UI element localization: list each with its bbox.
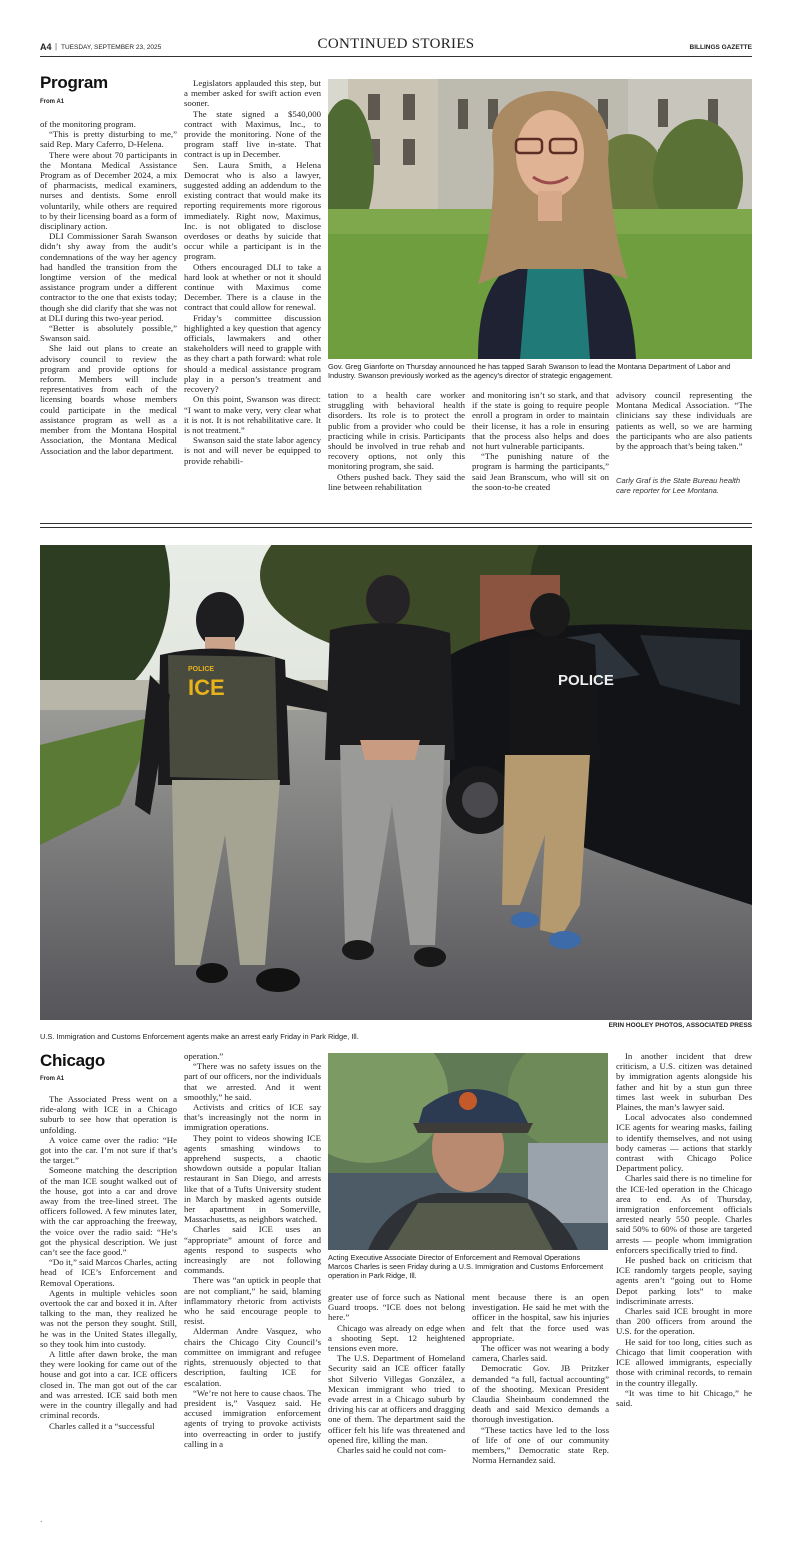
chicago-column-3 (328, 1292, 465, 1455)
paragraph: She laid out plans to create an advisory council to review the program and provide options for reform. Members will include representatives from each of the licensing boards whose members could participate in the medical assistance program as well as a member from the Montana Hospital Association, the Montana Medical Association and the labor department. (40, 343, 177, 456)
swanson-photo (328, 79, 752, 359)
program-column-5 (616, 390, 752, 451)
paragraph: Others encouraged DLI to take a hard look at whether or not it should continue with Maximus come December. There is a clause in the contract that could allow for renewal. (184, 261, 321, 313)
footer-mark: . (40, 1515, 43, 1524)
photo-credit-name: ERIN HOOLEY PHOTOS, (608, 1022, 685, 1029)
paragraph: The officer was not wearing a body camera, Charles said. (472, 1343, 609, 1364)
ice-arrest-photo (40, 545, 752, 1020)
program-column-2 (184, 78, 321, 466)
paragraph: of the monitoring program. (40, 119, 136, 129)
paragraph: Chicago was already on edge when a shooting Sept. 12 heightened tensions even more. (328, 1322, 465, 1354)
paragraph: “There was no safety issues on the part of our officers, nor the individuals that we arrested. And it went smoothly,” he said. (184, 1061, 321, 1102)
swanson-photo-caption: Gov. Greg Gianforte on Thursday announced he has tapped Sarah Swanson to lead the Montana Department of Labor and Industry. Swanson previously worked as the agency’s director of strategic engagement. (328, 362, 731, 381)
paragraph: A little after dawn broke, the man they were looking for came out of the house and got into a car. ICE officers closed in. The man got out of the car and was arrested. ICE said both men were in the country illegally and had criminal records. (40, 1349, 177, 1421)
paragraph: “It was time to hit Chicago,” he said. (616, 1387, 752, 1408)
program-jump-from: From A1 (40, 99, 65, 105)
header-date: TUESDAY, SEPTEMBER 23, 2025 (61, 44, 162, 51)
program-column-4 (472, 390, 609, 492)
paragraph: “Better is absolutely possible,” Swanson said. (40, 323, 177, 344)
paragraph: Democratic Gov. JB Pritzker demanded “a full, factual accounting” of the shooting. Mexican President Claudia Sheinbaum condemned the death and said Mexico demands a thorough investigation. (472, 1363, 609, 1425)
header-rule (40, 56, 752, 57)
paragraph: Sen. Laura Smith, a Helena Democrat who is also a lawyer, suggested adding an addendum to the existing contract that would make its reporting requirements more rigorous immediately. Right now, Maximus, Inc. is not obligated to disclose overdoses or deaths by suicide that occur while a participant is in the program. (184, 159, 321, 262)
paragraph: Someone matching the description of the man ICE sought walked out of the house, got into a car and drove away from the tree-lined street. The officers followed. A few minutes later, with the car approaching the freeway, the voice over the radio said: “He’s got the physical description. We just can’t see the face good.” (40, 1165, 177, 1258)
chicago-column-5 (616, 1051, 752, 1408)
charles-photo (328, 1053, 608, 1250)
paragraph: A voice came over the radio: “He got into the car. I’m not sure if that’s the target.” (40, 1134, 177, 1166)
ice-vest-label: ICE (188, 675, 225, 700)
paragraph: The state signed a $540,000 contract with Maximus, Inc., to provide the monitoring. None of the program staff live in-state. That contract is up in December. (184, 108, 321, 160)
paragraph: Charles called it a “successful (49, 1420, 155, 1431)
paragraph: DLI Commissioner Sarah Swanson didn’t shy away from the audit’s condemnations of the way her agency had handled the transition from the longtime version of the medical assistance program under a different contractor to the one that exists today; though she did clarify that she was not at DLI during this two-year period. (40, 231, 177, 323)
program-column-1 (40, 119, 177, 456)
paragraph: Agents in multiple vehicles soon overtook the car and boxed it in. After talking to the man, they realized he was not the person they sought. Still, he was in the United States illegally, so they took him into custody. (40, 1287, 177, 1349)
paragraph: There was “an uptick in people that are not compliant,” he said, blaming inflammatory rhetoric from activists who he said encourage people to resist. (184, 1275, 321, 1327)
paragraph: They point to videos showing ICE agents smashing windows to apprehend suspects, a chaotic showdown outside a popular Italian restaurant in San Diego, and arrests like that of a Tufts University student in March by masked agents outside her apartment in Somerville, Massachusetts, as neighbors watched. (184, 1132, 321, 1225)
paragraph: Swanson said the state labor agency is not and will never be equipped to provide rehabili- (184, 435, 321, 466)
chicago-headline: Chicago (40, 1051, 105, 1070)
ice-arrest-caption: U.S. Immigration and Customs Enforcement agents make an arrest early Friday in Park Ridge, Ill. (40, 1032, 359, 1041)
paragraph: In another incident that drew criticism, a U.S. citizen was detained by immigration agents alongside his father and hit by a stun gun three times last week in suburban Des Plaines, the man’s lawyer said. (616, 1051, 752, 1113)
paragraph: The Associated Press went on a ride-along with ICE in a Chicago suburb to see how that operation is unfolding. (40, 1094, 177, 1135)
chicago-column-1 (40, 1094, 177, 1431)
paragraph: “These tactics have led to the loss of life of one of our community members,” Democratic state Rep. Norma Hernandez said. (472, 1424, 609, 1466)
paragraph: greater use of force such as National Guard troops. “ICE does not belong here.” (328, 1292, 465, 1323)
photo-credit (609, 1022, 752, 1029)
photo-credit-org: ASSOCIATED PRESS (686, 1022, 752, 1029)
paragraph: tation to a health care worker struggling with behavioral health disorders. Its role is to protect the public from a provider who could be practicing while in crisis. Participants should be involved in true rehab and recovery options, not only this monitoring program, she said. (328, 390, 465, 472)
paragraph: “This is pretty disturbing to me,” said Rep. Mary Caferro, D-Helena. (40, 129, 177, 150)
paragraph: He pushed back on criticism that ICE randomly targets people, saying agents aren’t “going out to Home Depot parking lots” to make indiscriminate arrests. (616, 1255, 752, 1306)
story-divider (40, 523, 752, 524)
paragraph: Others pushed back. They said the line between rehabilitation (328, 471, 465, 492)
paragraph: and monitoring isn’t so stark, and that if the state is going to require people enroll a program in order to maintain their license, it has a role in ensuring that the process also helps and does not hurt vulnerable participants. (472, 390, 609, 452)
paragraph: Charles said there is no timeline for the ICE-led operation in the Chicago area to end. As of Thursday, immigration enforcement officials arrested nearly 550 people. Charles said 50% to 60% of those are targeted arrests — people whom immigration enforcers specifically tried to find. (616, 1173, 752, 1255)
story-divider-second (40, 527, 752, 528)
paragraph: “We’re not here to cause chaos. The president is,” Vasquez said. He accused immigration enforcement agents of trying to provoke activists into overreacting in order to justify calling in a (184, 1387, 321, 1449)
paragraph: Legislators applauded this step, but a member asked for swift action even sooner. (184, 78, 321, 109)
section-title: CONTINUED STORIES (317, 36, 475, 52)
paragraph: Friday’s committee discussion highlighted a key question that agency officials, lawmakers and other stakeholders will need to grapple with as they chart a path forward: what role should a medical assistance program play in a person’s treatment and recovery? (184, 312, 321, 395)
page-number: A4 (40, 42, 52, 52)
paragraph: “Do it,” said Marcos Charles, acting head of ICE’s Enforcement and Removal Operations. (40, 1257, 177, 1288)
paragraph: Charles said ICE brought in more than 200 officers from around the U.S. for the operation. (616, 1306, 752, 1337)
paragraph: “The punishing nature of the program is harming the participants,” said Jean Branscum, who will sit on the soon-to-be created (472, 451, 609, 492)
header-separator: | (55, 42, 58, 51)
chicago-jump-from: From A1 (40, 1076, 65, 1082)
program-author-tagline: Carly Graf is the State Bureau health care reporter for Lee Montana. (616, 476, 741, 495)
chicago-column-4 (472, 1292, 609, 1465)
paragraph: operation.” (184, 1051, 224, 1061)
charles-photo-caption: Acting Executive Associate Director of Enforcement and Removal Operations Marcos Charles is seen Friday during a U.S. Immigration and Customs Enforcement operation in Park Ridge, Ill. (328, 1253, 604, 1281)
paragraph: The U.S. Department of Homeland Security said an ICE officer fatally shot Silverio Villegas González, a Mexican immigrant who tried to evade arrest in a Chicago suburb by driving his car at officers and dragging one of them. The department said the officer felt his life was threatened and opened fire, killing the man. (328, 1353, 465, 1445)
paragraph: Activists and critics of ICE say that’s increasingly not the norm in immigration operations. (184, 1102, 321, 1133)
paragraph: He said for too long, cities such as Chicago that limit cooperation with ICE allowed immigrants, especially those with criminal records, to remain in the country illegally. (616, 1336, 752, 1388)
paragraph: Charles said he could not com- (337, 1445, 447, 1456)
paragraph: ment because there is an open investigation. He said he met with the officer in the hospital, saw his injuries and felt that the force used was appropriate. (472, 1292, 609, 1343)
paragraph: advisory council representing the Montana Medical Association. “The clinicians say these individuals are patients as well, so we are harming the participants who are also patients by the approach that’s being taken.” (616, 390, 752, 452)
paragraph: Alderman Andre Vasquez, who chairs the Chicago City Council’s committee on immigrant and refugee rights, strenuously objected to that description, faulting ICE for escalation. (184, 1326, 321, 1388)
chicago-column-2 (184, 1051, 321, 1449)
program-headline: Program (40, 73, 108, 92)
paragraph: On this point, Swanson was direct: “I want to make very, very clear what it is not. It is not rehabilitative care. It is not treatment.” (184, 394, 321, 435)
ice-vest-small-label: POLICE (188, 666, 215, 673)
paragraph: There were about 70 participants in the Montana Medical Assistance Program as of December 2024, a mix of pharmacists, medical examiners, nurses and dentists. Some enroll voluntarily, while others are required to by their licensing board as a form of disciplinary action. (40, 149, 177, 232)
paper-name: BILLINGS GAZETTE (689, 44, 752, 51)
paragraph: Charles said ICE uses an “appropriate” amount of force and agents respond to suspects who increasingly are not following commands. (184, 1224, 321, 1276)
paragraph: Local advocates also condemned ICE agents for wearing masks, failing to identify themselves, and not using body cameras — actions that starkly contrast with Chicago Police Department policy. (616, 1112, 752, 1174)
program-column-3 (328, 390, 465, 492)
police-vest-label: POLICE (558, 672, 614, 689)
